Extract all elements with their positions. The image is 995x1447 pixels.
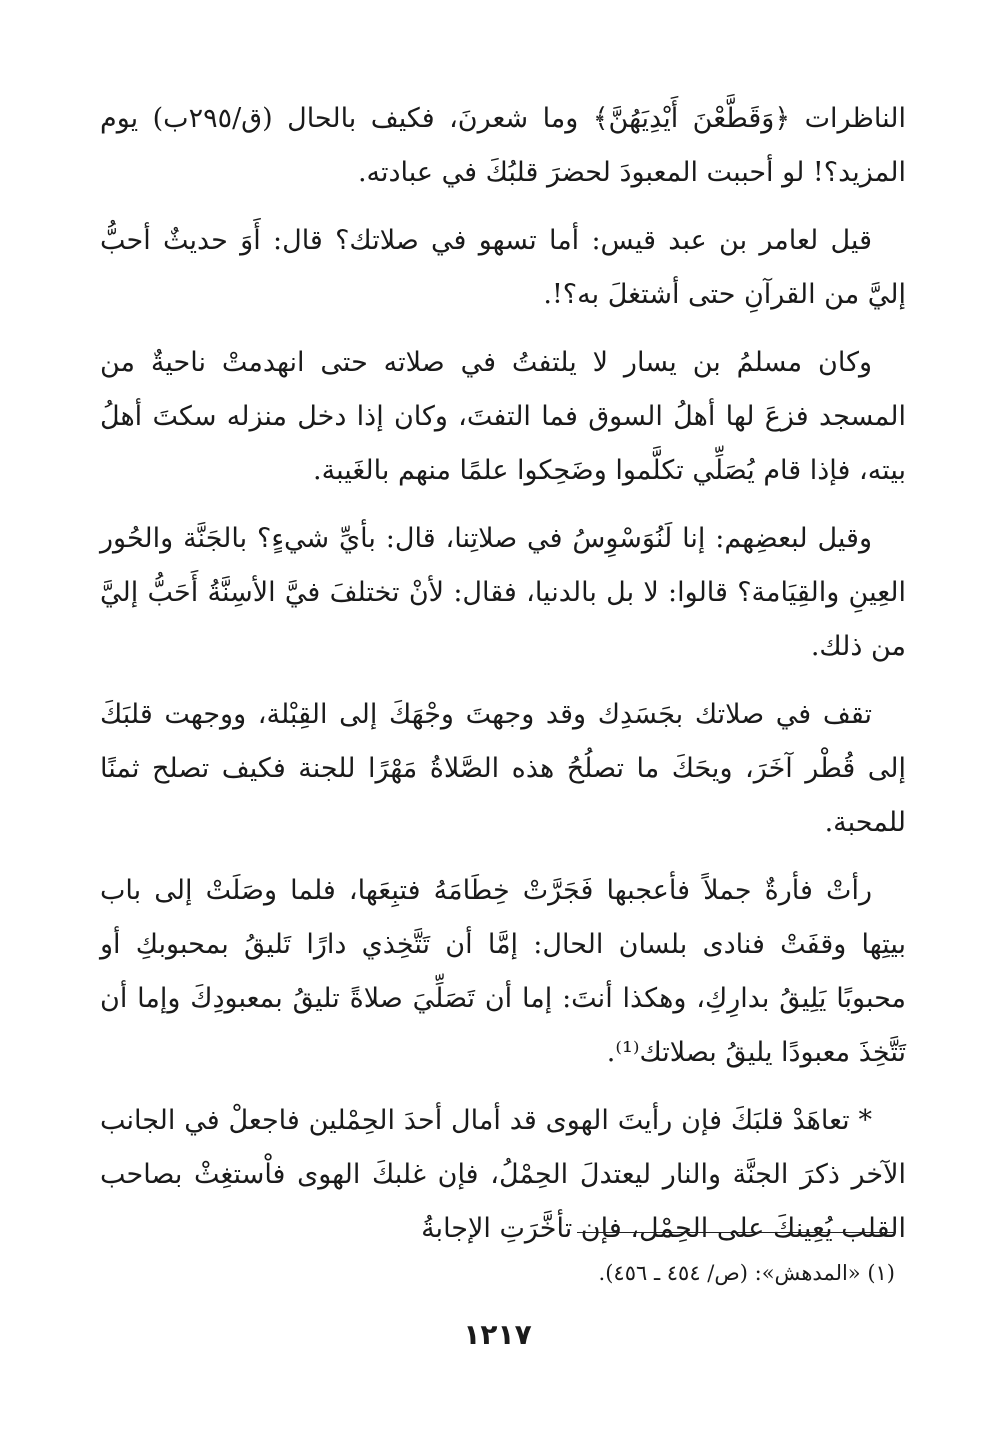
footnote-divider bbox=[577, 1232, 895, 1233]
paragraph-waswasa: وقيل لبعضِهم: إنا لَنُوَسْوِسُ في صلاتِنا، قال: بأيِّ شيءٍ؟ بالجَنَّة والحُور العِينِ والقِيَامة؟ قالوا: لا بل بالدنيا، فقال: لأنْ تختلفَ فيَّ الأسِنَّةُ أَحَبُّ إليَّ من ذلك. bbox=[100, 523, 906, 662]
paragraph-muslim-ibn-yasar: وكان مسلمُ بن يسار لا يلتفتُ في صلاته حتى انهدمتْ ناحيةٌ من المسجد فزعَ لها أهلُ السوق فما التفتَ، وكان إذا دخل منزله سكتَ أهلُ بيته، فإذا قام يُصَلِّي تكلَّموا وضَحِكوا علمًا منهم بالغَيبة. bbox=[100, 347, 906, 486]
paragraph-continuation: الناظرات ﴿وَقَطَّعْنَ أَيْدِيَهُنَّ﴾ وما شعرنَ، فكيف بالحال (ق/٢٩٥ب) يوم المزيد؟! لو أحببت المعبودَ لحضرَ قلبُكَ في عبادته. bbox=[100, 103, 906, 188]
paragraph-mouse-camel: رأتْ فأرةٌ جملاً فأعجبها فَجَرَّتْ خِطَامَهُ فتبِعَها، فلما وصَلَتْ إلى باب بيتِها وقفَتْ فنادى بلسان الحال: إمَّا أن تَتَّخِذي دارًا تَليقُ بمحبوبكِ أو محبوبًا يَلِيقُ بدارِكِ، وهكذا أنتَ: إما أن تَصَلِّيَ صلاةً تليقُ بمعبودِكَ وإما أن تَتَّخِذَ معبودًا يليقُ بصلاتك⁽¹⁾. bbox=[100, 875, 906, 1068]
main-text bbox=[100, 92, 906, 1270]
footnote: (١) «المدهش»: (ص/ ٤٥٤ ـ ٤٥٦). bbox=[598, 1261, 895, 1285]
paragraph-amir-ibn-abd-qays: قيل لعامر بن عبد قيس: أما تسهو في صلاتك؟ قال: أَوَ حديثٌ أحبُّ إليَّ من القرآنِ حتى أشتغلَ به؟!. bbox=[100, 225, 906, 310]
paragraph-heart-burden: * تعاهَدْ قلبَكَ فإن رأيتَ الهوى قد أمال أحدَ الحِمْلين فاجعلْ في الجانب الآخر ذكرَ الجنَّة والنار ليعتدلَ الحِمْلُ، فإن غلبكَ الهوى فاْستغِثْ بصاحب القلب يُعِينكَ على الحِمْل، فإن تأخَّرَتِ الإجابةُ bbox=[100, 1105, 906, 1244]
page-number: ١٢١٧ bbox=[463, 1318, 532, 1351]
paragraph-prayer-heart: تقف في صلاتك بجَسَدِك وقد وجهتَ وجْهَكَ إلى القِبْلة، ووجهت قلبَكَ إلى قُطْر آخَرَ، ويحَكَ ما تصلُحُ هذه الصَّلاةُ مَهْرًا للجنة فكيف تصلح ثمنًا للمحبة. bbox=[100, 699, 906, 838]
